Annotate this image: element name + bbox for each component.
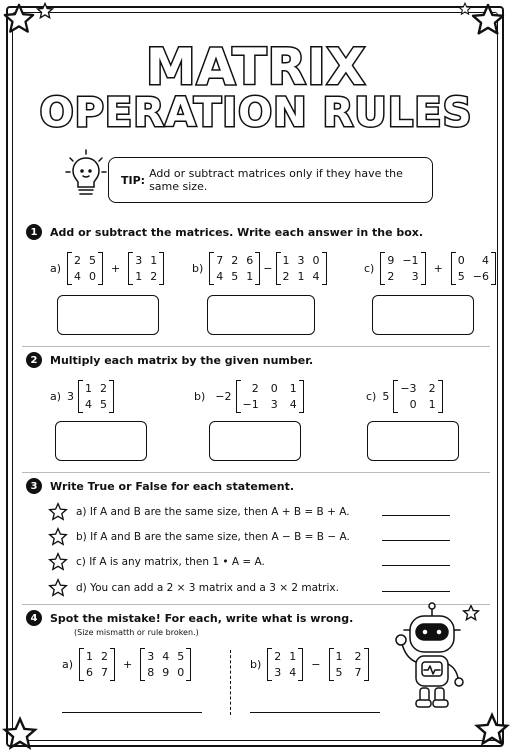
star-bullet-icon — [48, 527, 68, 547]
section-number: 2 — [26, 352, 42, 368]
matrix-entry: 5 — [89, 254, 97, 267]
scalar: 3 — [67, 390, 75, 403]
problem-label: a) — [50, 390, 62, 403]
section-number: 3 — [26, 478, 42, 494]
matrix — [380, 252, 425, 285]
matrix-entry: 1 — [289, 382, 297, 395]
answer-box-1b[interactable] — [207, 295, 315, 335]
section-instruction: Spot the mistake! For each, write what is wrong. — [50, 611, 354, 625]
matrix-entry: 3 — [274, 666, 282, 679]
statement-row — [48, 502, 350, 522]
tip-text: Add or subtract matrices only if they have the same size. — [149, 167, 403, 193]
matrix-entry: 5 — [177, 650, 185, 663]
problem-4a — [62, 648, 191, 681]
problem-2b — [194, 380, 304, 413]
answer-box-2b[interactable] — [209, 421, 301, 461]
answer-line[interactable] — [250, 712, 380, 713]
matrix-entry: 5 — [100, 398, 108, 411]
section-4-heading — [26, 610, 353, 626]
matrix-entry: 0 — [312, 254, 320, 267]
matrix — [67, 252, 103, 285]
matrix — [128, 252, 164, 285]
section-2-heading — [26, 352, 313, 368]
matrix-entry: 2 — [231, 254, 239, 267]
matrix-entry: 4 — [289, 398, 297, 411]
tip-label: TIP: — [121, 173, 146, 187]
section-instruction: Write True or False for each statement. — [50, 479, 295, 493]
matrix — [236, 380, 304, 413]
title-line1: MATRIX — [145, 38, 367, 96]
matrix-entry: 1 — [246, 270, 254, 283]
matrix-entry: 2 — [282, 270, 290, 283]
matrix-entry: 4 — [216, 270, 224, 283]
answer-line[interactable] — [382, 515, 450, 516]
small-star-icon — [458, 2, 472, 16]
matrix-entry: 0 — [270, 382, 278, 395]
matrix-entry: −1 — [402, 254, 419, 267]
operator: − — [263, 262, 273, 275]
title-line2: OPERATION RULES — [39, 90, 473, 136]
star-bullet-icon — [48, 552, 68, 572]
scalar: 5 — [382, 390, 390, 403]
corner-star-icon — [470, 2, 506, 38]
matrix-entry: 3 — [411, 270, 419, 283]
column-divider — [230, 650, 231, 715]
matrix-entry: 5 — [457, 270, 465, 283]
matrix — [78, 380, 114, 413]
matrix — [79, 648, 115, 681]
matrix — [393, 380, 442, 413]
matrix-entry: 2 — [101, 650, 109, 663]
section-number: 1 — [26, 224, 42, 240]
corner-star-icon — [2, 716, 38, 752]
matrix-entry: 2 — [100, 382, 108, 395]
operator: − — [311, 658, 321, 671]
matrix-entry: 3 — [135, 254, 143, 267]
statement-row — [48, 578, 339, 598]
answer-line[interactable] — [382, 565, 450, 566]
problem-label: a) — [62, 658, 74, 671]
problem-2a — [50, 380, 114, 413]
matrix-entry: 1 — [335, 650, 343, 663]
problem-label: b) — [194, 390, 206, 403]
statement-text: d) You can add a 2 × 3 matrix and a 3 × 2 matrix. — [76, 582, 339, 594]
section-divider — [22, 472, 490, 473]
matrix-entry: 1 — [86, 650, 94, 663]
matrix-entry: 4 — [74, 270, 82, 283]
matrix-entry: 1 — [428, 398, 436, 411]
matrix-entry: −1 — [242, 398, 259, 411]
matrix-entry: 1 — [297, 270, 305, 283]
robot-icon — [392, 600, 472, 710]
matrix-entry: 1 — [135, 270, 143, 283]
matrix-entry: 7 — [354, 666, 362, 679]
matrix-entry: 9 — [387, 254, 395, 267]
matrix-entry: 7 — [101, 666, 109, 679]
problem-label: c) — [364, 262, 375, 275]
tip-box — [108, 157, 433, 203]
problem-4b — [250, 648, 369, 681]
lightbulb-icon — [62, 148, 110, 200]
problem-1a — [50, 252, 164, 285]
answer-line[interactable] — [382, 540, 450, 541]
section-note: (Size mismatth or rule broken.) — [74, 628, 199, 637]
matrix-entry: 4 — [482, 254, 489, 267]
small-star-icon — [36, 2, 54, 20]
answer-box-2c[interactable] — [367, 421, 459, 461]
matrix-entry: 7 — [216, 254, 224, 267]
problem-label: b) — [192, 262, 204, 275]
operator: + — [433, 262, 443, 275]
matrix — [267, 648, 303, 681]
section-instruction: Multiply each matrix by the given number. — [50, 353, 314, 367]
statement-text: b) If A and B are the same size, then A − B = B − A. — [76, 531, 350, 543]
section-divider — [22, 346, 490, 347]
star-bullet-icon — [48, 502, 68, 522]
matrix-entry: 1 — [289, 650, 297, 663]
section-3-heading — [26, 478, 294, 494]
answer-box-2a[interactable] — [55, 421, 147, 461]
statement-row — [48, 552, 265, 572]
matrix-entry: 1 — [282, 254, 290, 267]
matrix-entry: 4 — [85, 398, 93, 411]
problem-2c — [366, 380, 443, 413]
matrix-entry: 3 — [270, 398, 278, 411]
matrix-entry: 0 — [177, 666, 185, 679]
matrix-entry: 5 — [335, 666, 343, 679]
corner-star-icon — [2, 2, 36, 36]
operator: + — [123, 658, 133, 671]
matrix — [329, 648, 369, 681]
section-instruction: Add or subtract the matrices. Write each answer in the box. — [50, 225, 424, 239]
matrix-entry: 9 — [162, 666, 170, 679]
matrix-entry: 2 — [251, 382, 259, 395]
matrix-entry: 3 — [297, 254, 305, 267]
operator: + — [111, 262, 121, 275]
matrix — [276, 252, 327, 285]
problem-1b — [192, 252, 327, 285]
problem-label: b) — [250, 658, 262, 671]
matrix-entry: 0 — [409, 398, 417, 411]
matrix-entry: 8 — [147, 666, 155, 679]
corner-star-icon — [474, 712, 510, 748]
matrix-entry: 1 — [85, 382, 93, 395]
matrix-entry: 4 — [312, 270, 320, 283]
problem-1c — [364, 252, 496, 285]
statement-row — [48, 527, 350, 547]
matrix-entry: 4 — [162, 650, 170, 663]
matrix-entry: −3 — [400, 382, 417, 395]
matrix-entry: −6 — [472, 270, 489, 283]
answer-box-1c[interactable] — [372, 295, 474, 335]
matrix — [451, 252, 496, 285]
star-bullet-icon — [48, 578, 68, 598]
answer-line[interactable] — [382, 591, 450, 592]
problem-label: a) — [50, 262, 62, 275]
matrix-entry: 0 — [457, 254, 465, 267]
matrix-entry: 2 — [354, 650, 362, 663]
matrix-entry: 0 — [89, 270, 97, 283]
scalar: −2 — [215, 390, 232, 403]
matrix-entry: 2 — [387, 270, 395, 283]
matrix-entry: 2 — [150, 270, 158, 283]
matrix — [140, 648, 191, 681]
statement-text: c) If A is any matrix, then 1 • A = A. — [76, 556, 265, 568]
matrix-entry: 5 — [231, 270, 239, 283]
section-number: 4 — [26, 610, 42, 626]
matrix-entry: 6 — [86, 666, 94, 679]
matrix-entry: 1 — [150, 254, 158, 267]
matrix — [209, 252, 260, 285]
section-1-heading — [26, 224, 423, 240]
matrix-entry: 6 — [246, 254, 254, 267]
matrix-entry: 2 — [274, 650, 282, 663]
problem-label: c) — [366, 390, 377, 403]
matrix-entry: 2 — [428, 382, 436, 395]
matrix-entry: 2 — [74, 254, 82, 267]
matrix-entry: 4 — [289, 666, 297, 679]
answer-line[interactable] — [62, 712, 202, 713]
statement-text: a) If A and B are the same size, then A + B = B + A. — [76, 506, 350, 518]
matrix-entry: 3 — [147, 650, 155, 663]
answer-box-1a[interactable] — [57, 295, 159, 335]
